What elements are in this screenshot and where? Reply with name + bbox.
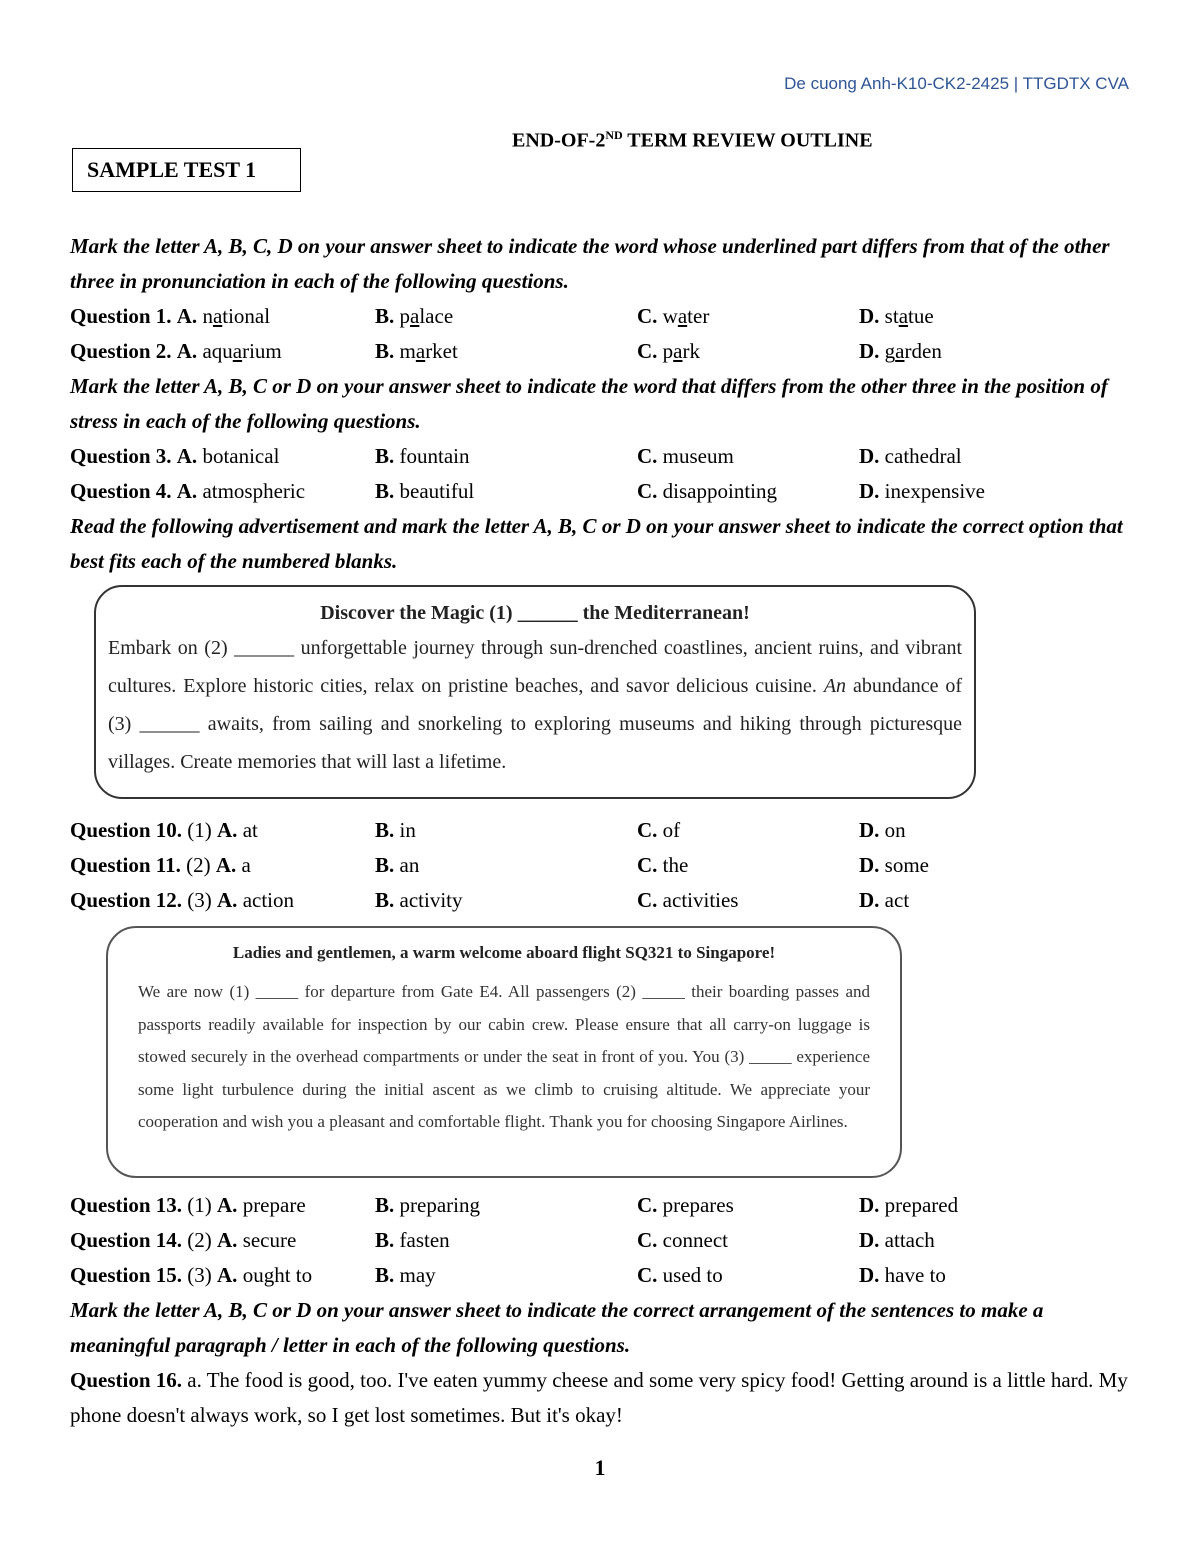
test-content <box>70 229 1140 1433</box>
document-title: END-OF-2ND TERM REVIEW OUTLINE <box>512 128 873 152</box>
instruction-arrangement: Mark the letter A, B, C or D on your answer sheet to indicate the correct arrangement of the sentences to make a meaningful paragraph / letter in each of the following questions. <box>70 1298 1044 1357</box>
question-3: Question 3. A. botanical B. fountain C. museum D. cathedral <box>70 444 962 468</box>
question-12: Question 12. (3) A. action B. activity C. activities D. act <box>70 888 910 912</box>
flight-announcement-box <box>106 926 902 1178</box>
flight-announcement-title: Ladies and gentlemen, a warm welcome aboard flight SQ321 to Singapore! <box>232 943 776 962</box>
question-10: Question 10. (1) A. at B. in C. of D. on <box>70 818 906 842</box>
question-14: Question 14. (2) A. secure B. fasten C. connect D. attach <box>70 1228 935 1252</box>
instruction-reading: Read the following advertisement and mark the letter A, B, C or D on your answer sheet to indicate the correct option that best fits each of the numbered blanks. <box>70 514 1123 573</box>
question-11: Question 11. (2) A. a B. an C. the D. some <box>70 853 929 877</box>
advertisement-text: Embark on (2) ______ unforgettable journey through sun-drenched coastlines, ancient ruins, and vibrant cultures. Explore historic cities, relax on pristine beaches, and savor delicious cuisine. An abundance of (3) ______ awaits, from sailing and snorkeling to exploring museums and hiking through picturesque villages. Create memories that will last a lifetime. <box>108 637 962 773</box>
advertisement-title: Discover the Magic (1) ______ the Mediterranean! <box>320 602 750 624</box>
flight-announcement-text: We are now (1) _____ for departure from Gate E4. All passengers (2) _____ their boarding passes and passports readily available for inspection by our cabin crew. Please ensure that all carry-on luggage is stowed securely in the overhead compartments or under the seat in front of you. You (3) _____ experience some light turbulence during the initial ascent as we climb to cruising altitude. We appreciate your cooperation and wish you a pleasant and comfortable flight. Thank you for choosing Singapore Airlines. <box>138 982 870 1131</box>
question-2: Question 2. A. aquarium B. market C. park D. garden <box>70 339 942 363</box>
page-header: De cuong Anh-K10-CK2-2425 | TTGDTX CVA <box>784 74 1129 93</box>
advertisement-box <box>94 585 976 799</box>
question-4: Question 4. A. atmospheric B. beautiful C. disappointing D. inexpensive <box>70 479 985 503</box>
question-13: Question 13. (1) A. prepare B. preparing C. prepares D. prepared <box>70 1193 959 1217</box>
question-1: Question 1. A. national B. palace C. water D. statue <box>70 304 934 328</box>
question-15: Question 15. (3) A. ought to B. may C. used to D. have to <box>70 1263 946 1287</box>
instruction-pronunciation: Mark the letter A, B, C, D on your answer sheet to indicate the word whose underlined part differs from that of the other three in pronunciation in each of the following questions. <box>70 234 1110 293</box>
instruction-stress: Mark the letter A, B, C or D on your answer sheet to indicate the word that differs from the other three in the position of stress in each of the following questions. <box>70 374 1108 433</box>
question-16: Question 16. a. The food is good, too. I've eaten yummy cheese and some very spicy food! Getting around is a little hard. My phone doesn't always work, so I get lost sometimes. But it's okay! <box>70 1368 1128 1427</box>
page-number: 1 <box>594 1455 606 1480</box>
sample-test-label: SAMPLE TEST 1 <box>72 148 301 192</box>
